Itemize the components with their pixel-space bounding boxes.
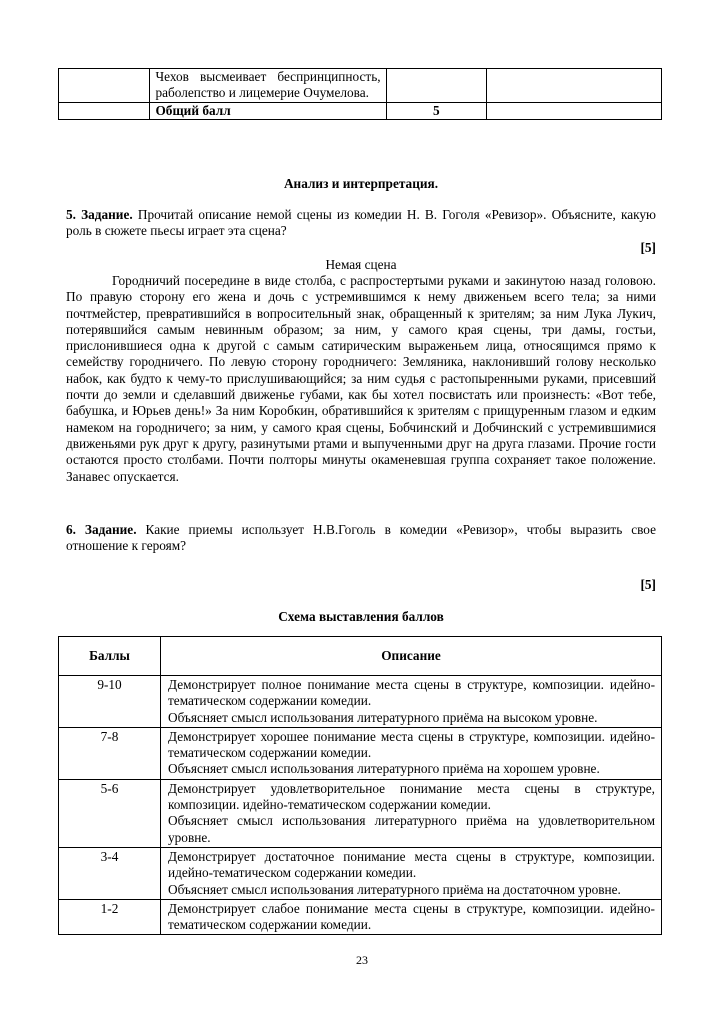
column-header-description: Описание: [161, 637, 662, 676]
scene-title: Немая сцена: [325, 257, 397, 272]
score-cell: 1-2: [59, 899, 161, 935]
top-assessment-table: [58, 68, 662, 120]
score-cell: 7-8: [59, 727, 161, 779]
total-label: Общий балл: [150, 102, 386, 119]
description-cell: Демонстрирует слабое понимание места сцены в структуре, композиции. идейно-тематическом содержании комедии.: [161, 899, 662, 935]
task-5: [66, 207, 656, 240]
table-header-row: [59, 637, 662, 676]
description-cell: Демонстрирует достаточное понимание места сцены в структуре, композиции. идейно-тематическом содержании комедии. Объясняет смысл использования литературного приёма на достаточном уровне.: [161, 847, 662, 899]
criterion-text: Чехов высмеивает беспринципность, раболепство и лицемерие Очумелова.: [150, 69, 386, 103]
table-row: [59, 899, 662, 935]
task-5-text: Прочитай описание немой сцены из комедии Н. В. Гоголя «Ревизор». Объясните, какую роль в сюжете пьесы играет эта сцена?: [66, 207, 656, 239]
description-cell: Демонстрирует хорошее понимание места сцены в структуре, композиции. идейно-тематическом содержании комедии. Объясняет смысл использования литературного приёма на хорошем уровне.: [161, 727, 662, 779]
description-cell: Демонстрирует полное понимание места сцены в структуре, композиции. идейно-тематическом содержании комедии. Объясняет смысл использования литературного приёма на высоком уровне.: [161, 676, 662, 728]
table-row: [59, 676, 662, 728]
task-5-points: [5]: [640, 240, 656, 255]
scene-text: Городничий посередине в виде столба, с распростертыми руками и закинутою назад головою. По правую сторону его жена и дочь с устремившимся к нему движеньем всего тела; за ними почтмейстер, превратившийся в вопросительный знак, обращенный к зрителям; за ним Лука Лукич, потерявшийся самым невинным образом; за ним, у самого края сцены, три дамы, гостьи, прислонившиеся одна к другой с самым сатирическим выраженьем лица, относящимся прямо к семейству городничего. По левую сторону городничего: Земляника, наклонивший голову несколько набок, как будто к чему-то прислушивающийся; за ним судья с растопыренными руками, присевший почти до земли и сделавший движенье губами, как бы хотел посвистать или произнесть: «Вот тебе, бабушка, и Юрьев день!» За ним Коробкин, обратившийся к зрителям с прищуренным глазом и едким намеком на городничего; за ним, у самого края сцены, Бобчинский и Добчинский с устремившимися движеньями рук друг к другу, разинутыми ртами и выпученными друг на друга глазами. Прочие гости остаются просто столбами. Почти полторы минуты окаменевшая группа сохраняет такое положение. Занавес опускается.: [66, 273, 656, 484]
table-row-total: [59, 102, 662, 119]
task-6-points: [5]: [640, 577, 656, 592]
table-row: [59, 69, 662, 103]
table-row: [59, 847, 662, 899]
task-6-text: Какие приемы использует Н.В.Гоголь в комедии «Ревизор», чтобы выразить свое отношение к героям?: [66, 522, 657, 554]
table-row: [59, 727, 662, 779]
scheme-heading: Схема выставления баллов: [278, 609, 444, 624]
total-value: 5: [386, 102, 487, 119]
scoring-scheme-table: [58, 636, 662, 935]
page-number: 23: [356, 953, 368, 967]
score-cell: 3-4: [59, 847, 161, 899]
column-header-score: Баллы: [59, 637, 161, 676]
task-5-number: 5. Задание.: [66, 207, 133, 222]
score-cell: 9-10: [59, 676, 161, 728]
score-cell: 5-6: [59, 779, 161, 847]
task-6-number: 6. Задание.: [66, 522, 137, 537]
description-cell: Демонстрирует удовлетворительное понимание места сцены в структуре, композиции. идейно-тематическом содержании комедии. Объясняет смысл использования литературного приёма на удовлетворительном уровне.: [161, 779, 662, 847]
table-row: [59, 779, 662, 847]
task-6: [66, 522, 656, 555]
section-heading: Анализ и интерпретация.: [283, 176, 439, 191]
